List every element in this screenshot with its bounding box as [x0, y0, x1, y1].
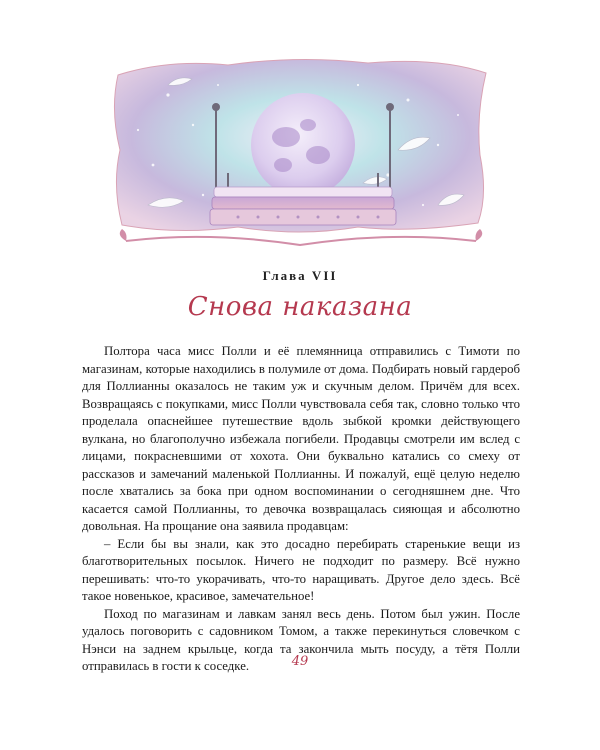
paragraph: Поход по магазинам и лавкам занял весь день. Потом был ужин. После удалось поговорить с садовником Томом, а также перекинуться словечком с Нэнси на заднем крыльце, когда та закончила мыть посуду, а тётя Полли отправилась в гости к соседке. [82, 606, 520, 673]
chapter-title: Снова наказана [187, 292, 413, 322]
paragraph: – Если бы вы знали, как это досадно перебирать старенькие вещи из благотворительных посылок. Ничего не подходит по размеру. Всё нужно перешивать: что-то укорачивать, что-то наращивать. Другое дело здесь. Всё такое новенькое, красивое, замечательное! [82, 536, 520, 603]
page-number: 49 [291, 654, 309, 669]
chapter-illustration [108, 55, 493, 260]
chapter-label: Глава VII [262, 268, 338, 283]
paragraph: Полтора часа мисс Полли и её племянница отправились с Тимоти по магазинам, которые находились в полумиле от дома. Подбирать новый гардероб для Поллианны оказалось не таким уж и скучным делом. Причём для всех. Возвращаясь с покупками, мисс Полли чувствовала себя так, словно только что проделала опаснейшее путешествие вдоль зыбкой кромки действующего вулкана, но благополучно избежала погибели. Продавцы смотрели им вслед с лицами, покрасневшими от хохота. Они буквально катались со смеху от рассказов и замечаний маленькой Поллианны. И пожалуй, ещё целую неделю после хватались за бока при одном воспоминании о сегодняшнем дне. Что касается самой Поллианны, то девочка возвращалась сияющая и абсолютно довольная. На прощание она заявила продавцам: [82, 344, 520, 533]
moon-bed-illustration-icon [108, 55, 493, 260]
body-text [82, 343, 520, 676]
